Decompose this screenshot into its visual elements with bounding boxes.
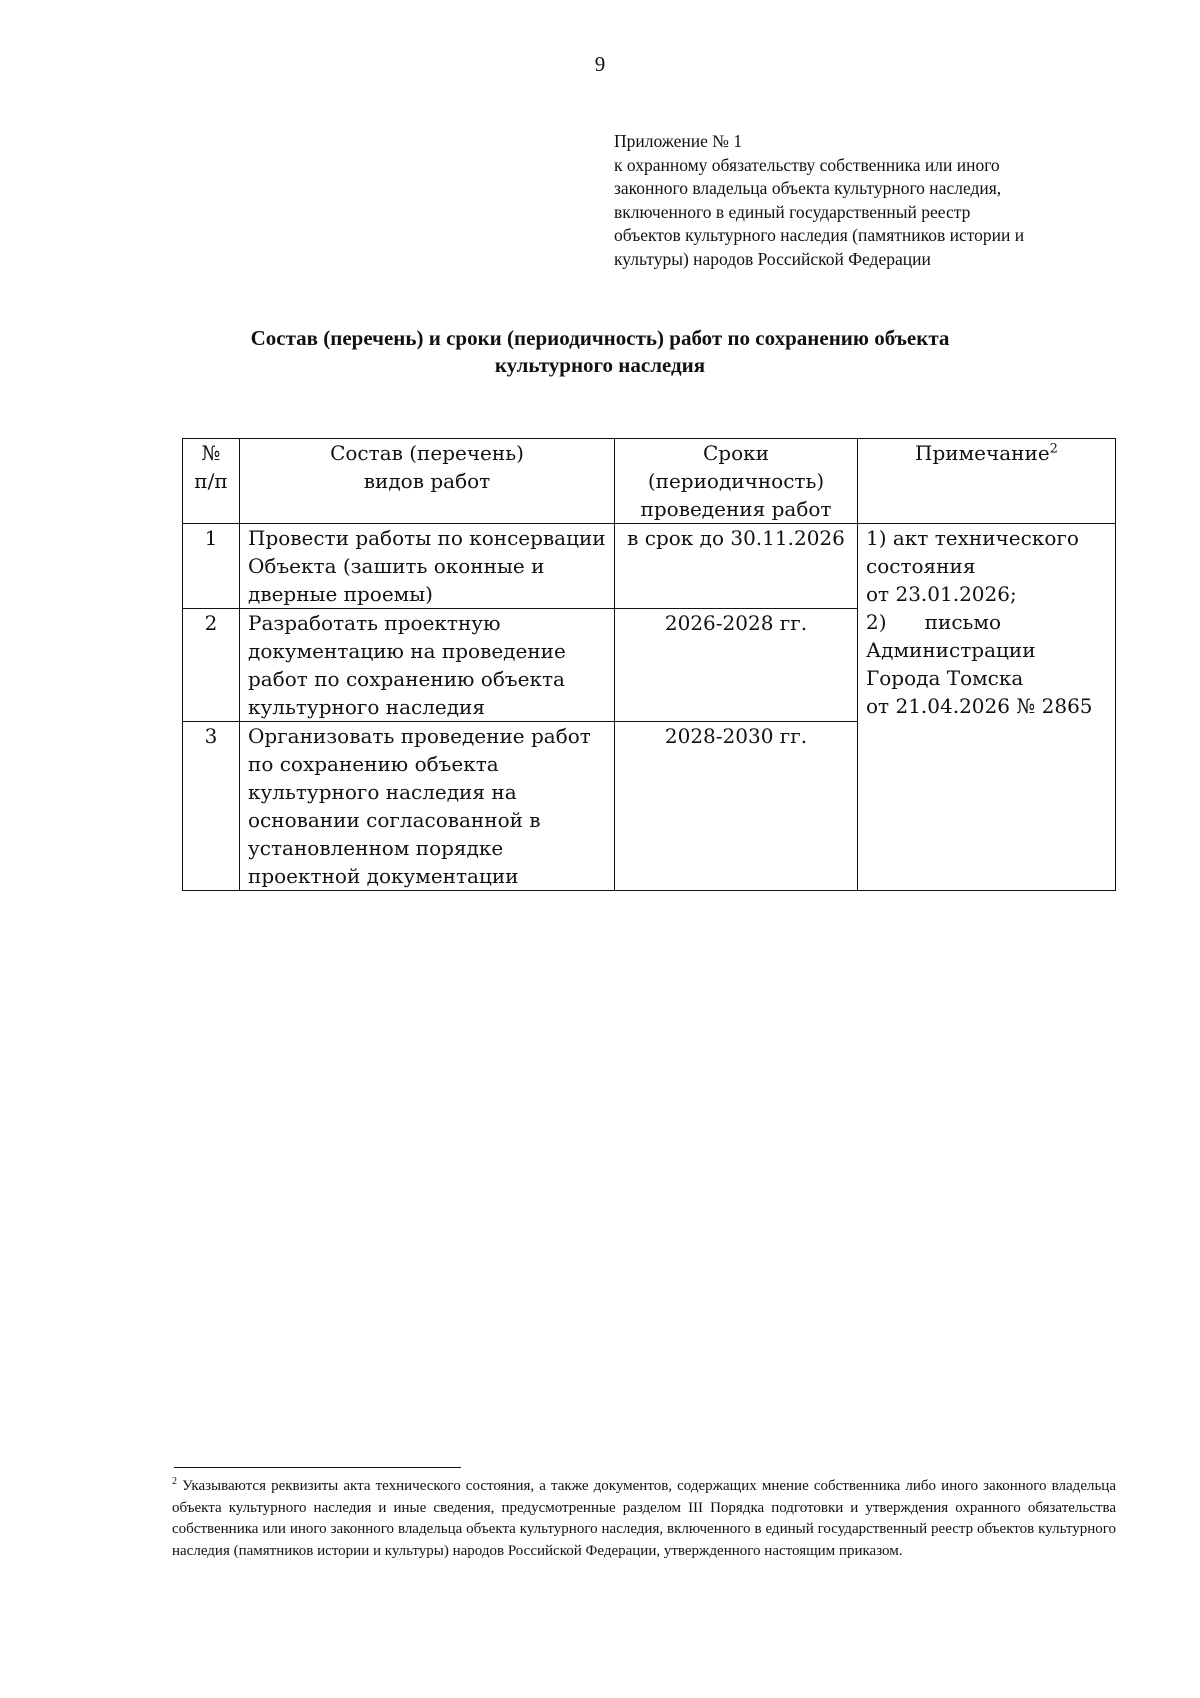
appendix-line: законного владельца объекта культурного наследия, xyxy=(614,178,1002,198)
note-line: состояния xyxy=(866,554,976,578)
note-line: 2) письмо xyxy=(866,610,1002,634)
header-line: № xyxy=(201,441,221,465)
document-title xyxy=(0,325,1200,379)
header-line: проведения работ xyxy=(640,497,832,521)
row-term xyxy=(615,609,858,722)
appendix-line: объектов культурного наследия (памятников истории и xyxy=(614,225,1025,245)
row-term xyxy=(615,524,858,609)
header-line: Сроки xyxy=(703,441,769,465)
work-line: документацию на проведение xyxy=(248,639,566,663)
footnote xyxy=(172,1476,1116,1562)
term-text: в срок до 30.11.2026 xyxy=(627,526,845,550)
work-line: культурного наследия xyxy=(248,695,486,719)
works-table xyxy=(182,438,1116,891)
header-term xyxy=(615,439,858,524)
row-work xyxy=(240,609,615,722)
header-note-label: Примечание xyxy=(915,441,1050,465)
appendix-line: к охранному обязательству собственника или иного xyxy=(614,154,1000,175)
header-work xyxy=(240,439,615,524)
row-work xyxy=(240,722,615,891)
header-line: видов работ xyxy=(363,469,491,493)
header-line: Состав (перечень) xyxy=(330,441,524,465)
work-line: по сохранению объекта xyxy=(248,752,499,776)
note-line: 1) акт технического xyxy=(866,526,1079,550)
appendix-line: Приложение № 1 xyxy=(614,131,743,151)
note-line: от 23.01.2026; xyxy=(866,582,1017,606)
footnote-marker: 2 xyxy=(172,1476,177,1487)
table-row xyxy=(183,524,1116,609)
work-line: проектной документации xyxy=(248,864,519,888)
term-text: 2026-2028 гг. xyxy=(664,611,808,635)
term-text: 2028-2030 гг. xyxy=(664,724,808,748)
row-number: 2 xyxy=(183,609,240,722)
row-number: 3 xyxy=(183,722,240,891)
footnote-text: Указываются реквизиты акта технического состояния, а также документов, содержащих мнение собственника либо иного законного владельца объекта культурного наследия и иные сведения, предусмотренные разделом III Порядка подготовки и утверждения охранного обязательства собственника или иного законного владельца объекта культурного наследия, включенного в единый государственный реестр объектов культурного наследия (памятников истории и культуры) народов Российской Федерации, утвержденного настоящим приказом. xyxy=(172,1478,1116,1559)
note-line: от 21.04.2026 № 2865 xyxy=(866,694,1093,718)
header-number xyxy=(183,439,240,524)
note-line: Администрации xyxy=(866,638,1036,662)
header-line: п/п xyxy=(194,469,228,493)
work-line: культурного наследия на xyxy=(248,780,517,804)
work-line: Разработать проектную xyxy=(248,611,501,635)
row-work xyxy=(240,524,615,609)
appendix-line: включенного в единый государственный реестр xyxy=(614,201,971,222)
title-line: культурного наследия xyxy=(494,353,706,377)
row-number: 1 xyxy=(183,524,240,609)
work-line: дверные проемы) xyxy=(248,582,433,606)
work-line: Объекта (зашить оконные и xyxy=(248,554,545,578)
footnote-ref: 2 xyxy=(1049,441,1058,457)
row-term xyxy=(615,722,858,891)
appendix-heading xyxy=(614,130,1114,271)
work-line: работ по сохранению объекта xyxy=(248,667,565,691)
work-line: основании согласованной в xyxy=(248,808,541,832)
work-line: Провести работы по консервации xyxy=(248,526,606,550)
appendix-line: культуры) народов Российской Федерации xyxy=(614,248,931,269)
note-cell xyxy=(858,524,1116,891)
header-line: (периодичность) xyxy=(647,469,825,493)
note-line: Города Томска xyxy=(866,666,1024,690)
header-note xyxy=(858,439,1116,524)
table-header-row xyxy=(183,439,1116,524)
title-line: Состав (перечень) и сроки (периодичность) работ по сохранению объекта xyxy=(250,326,950,350)
work-line: установленном порядке xyxy=(248,836,504,860)
page-number: 9 xyxy=(594,52,606,76)
footnote-divider xyxy=(174,1467,461,1468)
work-line: Организовать проведение работ xyxy=(248,724,591,748)
